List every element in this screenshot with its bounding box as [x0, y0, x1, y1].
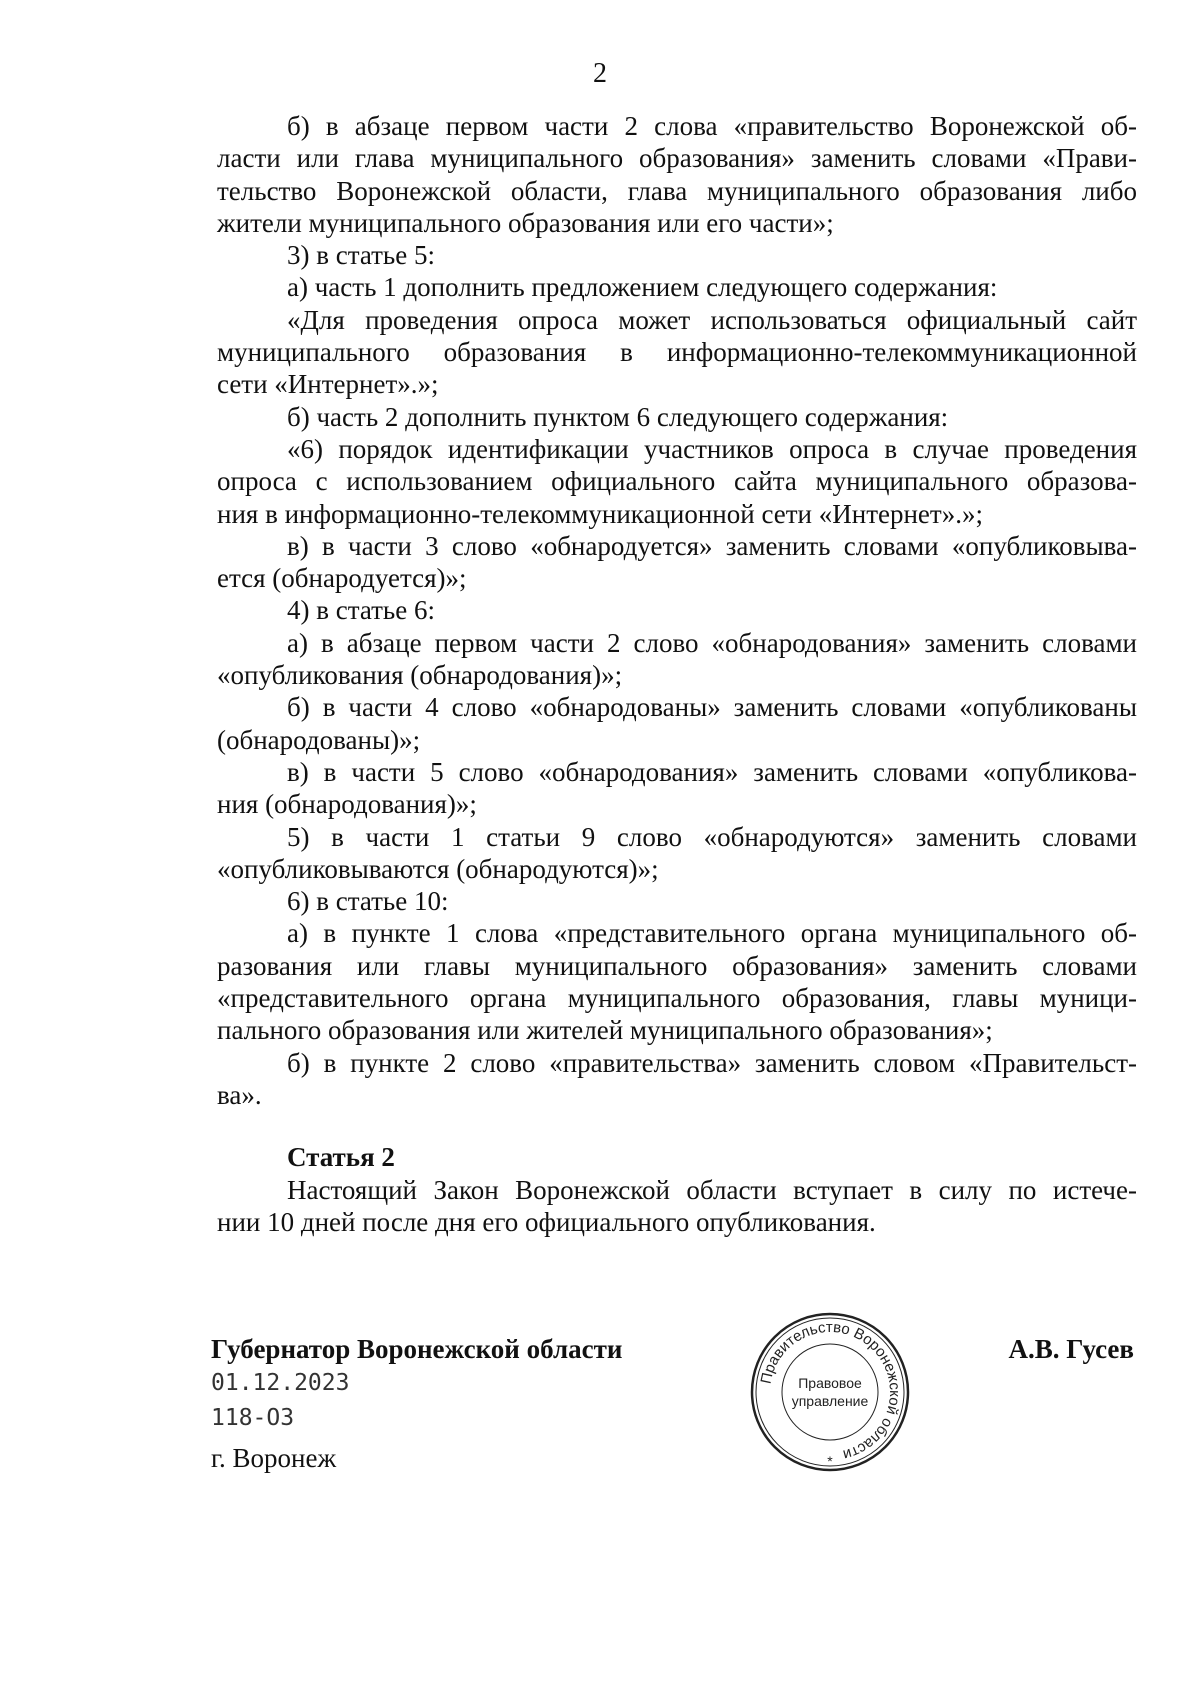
seal-star: * — [827, 1453, 833, 1469]
text-line: тельство Воронежской области, глава муниципального образования либо — [217, 175, 1137, 206]
text-line: б) в части 4 слово «обнародованы» заменить словами «опубликованы — [287, 692, 1137, 723]
text-line: ния (обнародования)»; — [217, 789, 477, 820]
text-line: 4) в статье 6: — [287, 595, 435, 626]
text-line: б) в абзаце первом части 2 слова «правительство Воронежской об- — [287, 111, 1137, 141]
text-line: «представительного органа муниципального образования, главы муници- — [217, 983, 1137, 1014]
text-line: «опубликования (обнародования)»; — [217, 660, 623, 691]
text-line: а) часть 1 дополнить предложением следующего содержания: — [287, 272, 998, 303]
text-line: 6) в статье 10: — [287, 886, 449, 917]
text-line: сети «Интернет».»; — [217, 369, 439, 400]
text-line: а) в абзаце первом части 2 слово «обнародования» заменить словами — [287, 627, 1137, 658]
city: г. Воронеж — [211, 1443, 337, 1473]
text-line: а) в пункте 1 слова «представительного органа муниципального об- — [287, 918, 1137, 949]
governor-title: Губернатор Воронежской области — [211, 1334, 623, 1364]
seal-text-ring — [782, 1344, 878, 1440]
article-2-text — [217, 1174, 1137, 1239]
text-line: нии 10 дней после дня его официального опубликования. — [217, 1206, 876, 1237]
text-line: «опубликовываются (обнародуются)»; — [217, 853, 659, 884]
article-2-heading: Статья 2 — [287, 1142, 395, 1173]
text-line: б) в пункте 2 слово «правительства» заменить словом «Правительст- — [287, 1047, 1137, 1078]
seal-center-line2: управление — [791, 1393, 869, 1409]
seal-ring-text: Правительство Воронежской области — [757, 1318, 904, 1464]
text-line: 5) в части 1 статьи 9 слово «обнародуются» заменить словами — [287, 821, 1137, 852]
text-line: 3) в статье 5: — [287, 240, 435, 271]
text-line: пального образования или жителей муниципального образования»; — [217, 1015, 993, 1046]
seal-inner-ring — [756, 1318, 904, 1466]
seal-center-line1: Правовое — [798, 1375, 862, 1391]
text-line: в) в части 3 слово «обнародуется» заменить словами «опубликовыва- — [287, 530, 1137, 561]
text-line: «6) порядок идентификации участников опроса в случае проведения — [287, 433, 1137, 464]
text-line: ния в информационно-телекоммуникационной сети «Интернет».»; — [217, 498, 983, 529]
seal-outer-ring — [752, 1314, 908, 1470]
text-line: ется (обнародуется)»; — [217, 563, 467, 594]
text-line: опроса с использованием официального сайта муниципального образова- — [217, 466, 1137, 497]
text-line: жители муниципального образования или его части»; — [217, 207, 834, 238]
law-date: 01.12.2023 — [211, 1370, 350, 1396]
text-line: разования или главы муниципального образования» заменить словами — [217, 950, 1137, 981]
text-line: ласти или глава муниципального образования» заменить словами «Прави- — [217, 143, 1137, 174]
signer-name: А.В. Гусев — [1008, 1334, 1134, 1364]
text-line: муниципального образования в информационно-телекоммуникационной — [217, 337, 1137, 368]
text-line: «Для проведения опроса может использоваться официальный сайт — [287, 304, 1137, 335]
law-number: 118-ОЗ — [211, 1405, 295, 1431]
text-line: (обнародованы)»; — [217, 724, 421, 755]
official-seal — [748, 1310, 912, 1474]
page-number: 2 — [593, 58, 607, 89]
document-body — [217, 110, 1137, 1238]
text-line: Настоящий Закон Воронежской области вступает в силу по истече- — [287, 1174, 1137, 1205]
text-line: в) в части 5 слово «обнародования» заменить словами «опубликова- — [287, 756, 1137, 787]
text-line: ва». — [217, 1079, 262, 1110]
text-line: б) часть 2 дополнить пунктом 6 следующего содержания: — [287, 401, 949, 432]
article-1-amendments — [217, 110, 1137, 1111]
